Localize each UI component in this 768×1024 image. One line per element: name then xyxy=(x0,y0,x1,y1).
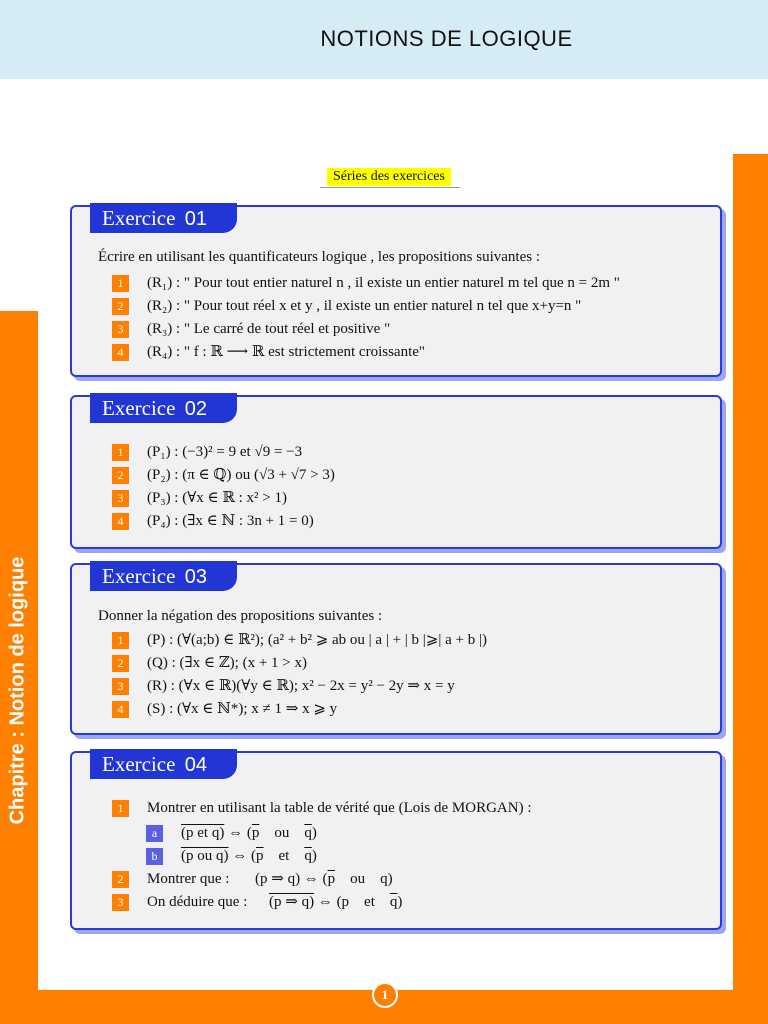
exercise-4-question-3: 3 On déduire que : (p ⇒ q) ⇔ (p et $\overline{q}$) xyxy=(112,892,402,912)
page-margin-top-left xyxy=(0,79,38,311)
exercise-3-item: 4 (S) : (∀x ∈ ℕ*); x ≠ 1 ⇒ x ⩾ y xyxy=(112,699,337,719)
exercise-1-title: Exercice 01 xyxy=(90,203,237,233)
page-title: NOTIONS DE LOGIQUE xyxy=(320,26,573,51)
exercise-1-item: 3 (R₃) : " Le carré de tout réel et positive " xyxy=(112,319,390,339)
exercise-2-item: 2 (P₂) : (π ∈ ℚ) ou (√3 + √7 > 3) xyxy=(112,465,335,485)
series-heading: Séries des exercices xyxy=(327,168,451,186)
exercise-1-item: 2 (R₂) : " Pour tout réel x et y , il existe un entier naturel n tel que x+y=n " xyxy=(112,296,581,316)
chapter-side-label xyxy=(2,550,34,830)
exercise-4-title: Exercice 04 xyxy=(90,749,237,779)
exercise-1-intro: Écrire en utilisant les quantificateurs logique , les propositions suivantes : xyxy=(98,249,540,265)
exercise-1-item: 1 (R₁) : " Pour tout entier naturel n , il existe un entier naturel m tel que n = 2m " xyxy=(112,273,620,293)
exercise-3-item: 3 (R) : (∀x ∈ ℝ)(∀y ∈ ℝ); x² − 2x = y² − 2y ⇒ x = y xyxy=(112,676,455,696)
exercise-1-box xyxy=(70,205,722,377)
exercise-2-box xyxy=(70,395,722,549)
exercise-4-question-1b: b (p ou q) ⇔ ($\overline{p}$ et $\overline{q}$) xyxy=(146,846,317,866)
exercise-2-item: 4 (P₄) : (∃x ∈ ℕ : 3n + 1 = 0) xyxy=(112,511,314,531)
page-number: 1 xyxy=(372,982,398,1008)
exercise-4-question-1a: a (p et q) ⇔ ($\overline{p}$ ou $\overline{q}$) xyxy=(146,823,317,843)
exercise-1-item: 4 (R₄) : " f : ℝ ⟶ ℝ est strictement croissante" xyxy=(112,342,425,362)
exercise-3-title: Exercice 03 xyxy=(90,561,237,591)
page-header xyxy=(0,0,768,79)
exercise-2-title: Exercice 02 xyxy=(90,393,237,423)
chapter-side-text: Chapitre : Notion de logique xyxy=(6,556,29,824)
exercise-3-item: 1 (P) : (∀(a;b) ∈ ℝ²); (a² + b² ⩾ ab ou | a | + | b |⩾| a + b |) xyxy=(112,630,487,650)
series-underline xyxy=(320,187,460,188)
exercise-4-question-2: 2 Montrer que : (p ⇒ q) ⇔ ($\overline{p}$ ou q) xyxy=(112,869,393,889)
exercise-3-item: 2 (Q) : (∃x ∈ ℤ); (x + 1 > x) xyxy=(112,653,307,673)
exercise-2-item: 1 (P₁) : (−3)² = 9 et √9 = −3 xyxy=(112,442,302,462)
exercise-4-box xyxy=(70,751,722,930)
exercise-2-item: 3 (P₃) : (∀x ∈ ℝ : x² > 1) xyxy=(112,488,287,508)
exercise-4-question-1: 1 Montrer en utilisant la table de vérité que (Lois de MORGAN) : xyxy=(112,798,532,818)
exercise-3-box xyxy=(70,563,722,735)
exercise-3-intro: Donner la négation des propositions suivantes : xyxy=(98,608,383,624)
page-margin-top-right xyxy=(733,79,768,154)
